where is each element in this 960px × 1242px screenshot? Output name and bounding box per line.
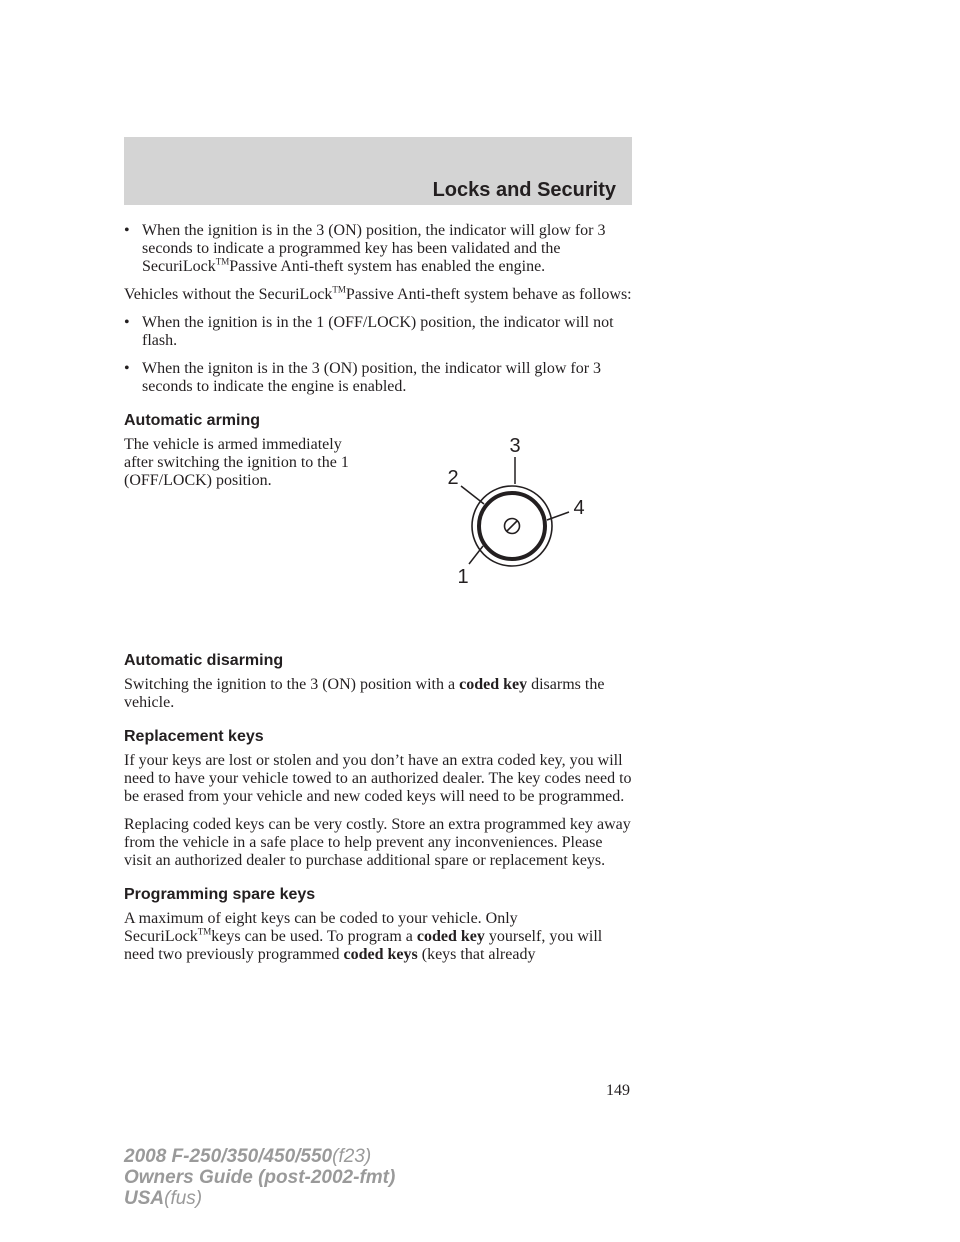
arming-block [124,436,632,636]
without-text-b: Passive Anti-theft system behave as follows: [345,286,632,303]
footer-market: USA [124,1188,165,1209]
arming-text: The vehicle is armed immediately after switching the ignition to the 1 (OFF/LOCK) position. [124,436,349,489]
intro-bullet-text-a: When the ignition is in the 3 (ON) position, the indicator will glow for 3 seconds to indicate a programmed key has been validated and the SecuriLock [142,222,606,275]
position-label-3: 3 [509,435,521,457]
footer-model: 2008 F-250/350/450/550 [124,1146,333,1167]
programming-text-c: yourself, you will need two previously programmed [124,928,603,963]
bullet-dot: • [124,314,130,331]
header-band [124,137,632,205]
key-slot-line [507,521,517,531]
intro-bullet [124,222,632,276]
disarming-text [124,676,632,712]
programming-paragraph [124,910,632,964]
replacement-paragraph-1: If your keys are lost or stolen and you don’t have an extra coded key, you will need to have your vehicle towed to an authorized dealer. The key codes need to be erased from your vehicle and new coded keys will need to be programmed. [124,752,632,805]
trademark-symbol: TM [197,926,212,937]
position-label-2: 2 [447,467,459,489]
section-title: Locks and Security [432,179,616,201]
without-text-a: Vehicles without the SecuriLock [124,286,333,303]
heading-automatic-arming: Automatic arming [124,412,261,429]
list-item [124,360,632,396]
replacement-paragraph-2: Replacing coded keys can be very costly. Store an extra programmed key away from the vehicle in a safe place to help prevent any inconveniences. Please visit an authorized dealer to purchase additional spare or replacement keys. [124,816,631,869]
list-item [124,314,632,350]
position-label-1: 1 [457,566,469,588]
list-item-text: When the ignition is in the 1 (OFF/LOCK) position, the indicator will not flash. [142,314,614,349]
bullet-dot: • [124,222,130,239]
heading-automatic-disarming: Automatic disarming [124,652,284,669]
disarming-text-a: Switching the ignition to the 3 (ON) position with a [124,676,456,693]
list-item-text: When the igniton is in the 3 (ON) position, the indicator will glow for 3 seconds to indicate the engine is enabled. [142,360,602,395]
page-number: 149 [606,1082,630,1099]
footer-line-2 [124,1167,395,1188]
position-1-leader [469,546,483,564]
page-content [124,222,632,974]
trademark-symbol: TM [332,284,346,295]
disarming-text-b: disarms the vehicle. [124,676,605,711]
footer [124,1146,395,1209]
footer-market-code: (fus) [164,1188,203,1209]
intro-bullet-text-b: Passive Anti-theft system has enabled the engine. [229,258,546,275]
heading-replacement-keys: Replacement keys [124,728,264,745]
footer-model-code: (f23) [332,1146,372,1167]
footer-line-3 [124,1188,395,1209]
footer-line-1 [124,1146,395,1167]
coded-key-term: coded key [416,928,485,945]
without-paragraph [124,286,632,304]
ignition-position-figure [429,432,589,607]
heading-programming-spare-keys: Programming spare keys [124,886,316,903]
coded-keys-term: coded keys [343,946,418,963]
programming-text-b: keys can be used. To program a [211,928,413,945]
programming-text-a: A maximum of eight keys can be coded to your vehicle. Only SecuriLock [124,910,518,945]
coded-key-term: coded key [459,676,528,693]
programming-text-d: (keys that already [421,946,536,963]
footer-guide: Owners Guide (post-2002-fmt) [124,1167,396,1188]
position-label-4: 4 [573,497,585,519]
trademark-symbol: TM [215,256,230,267]
bullet-dot: • [124,360,130,377]
